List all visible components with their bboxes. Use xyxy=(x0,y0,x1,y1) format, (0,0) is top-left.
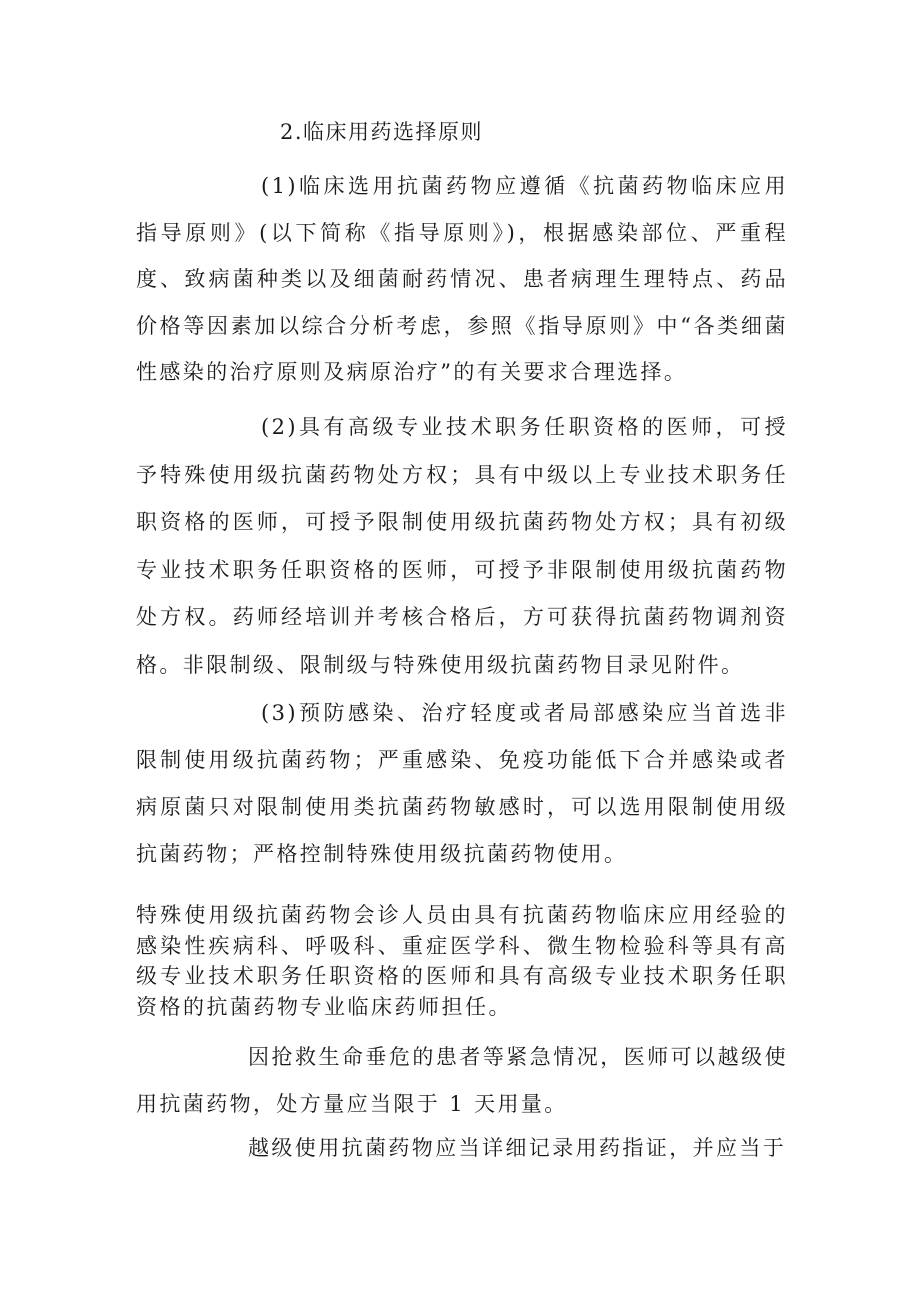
paragraph-consultation-staff: 特殊使用级抗菌药物会诊人员由具有抗菌药物临床应用经验的感染性疾病科、呼吸科、重症医学科、微生物检验科等具有高级专业技术职务任职资格的医师和具有高级专业技术职务任职资格的抗菌药物专业临床药师担任。 xyxy=(136,903,788,1019)
paragraph-override-record: 越级使用抗菌药物应当详细记录用药指证，并应当于 xyxy=(248,1136,787,1160)
paragraph-selection-guideline: (1)临床选用抗菌药物应遵循《抗菌药物临床应用指导原则》(以下简称《指导原则》)，根据感染部位、严重程度、致病菌种类以及细菌耐药情况、患者病理生理特点、药品价格等因素加以综合分析考虑，参照《指导原则》中“各类细菌性感染的治疗原则及病原治疗”的有关要求合理选择。 xyxy=(136,174,788,384)
paragraph-infection-prevention: (3)预防感染、治疗轻度或者局部感染应当首选非限制使用级抗菌药物；严重感染、免疫功能低下合并感染或者病原菌只对限制使用类抗菌药物敏感时，可以选用限制使用级抗菌药物；严格控制特殊使用级抗菌药物使用。 xyxy=(136,701,788,866)
paragraph-emergency-use: 因抢救生命垂危的患者等紧急情况，医师可以越级使用抗菌药物，处方量应当限于 1 天用量。 xyxy=(136,1045,788,1116)
section-heading: 2.临床用药选择原则 xyxy=(280,120,484,144)
paragraph-prescription-authority: (2)具有高级专业技术职务任职资格的医师，可授予特殊使用级抗菌药物处方权；具有中级以上专业技术职务任职资格的医师，可授予限制使用级抗菌药物处方权；具有初级专业技术职务任职资格的医师，可授予非限制使用级抗菌药物处方权。药师经培训并考核合格后，方可获得抗菌药物调剂资格。非限制级、限制级与特殊使用级抗菌药物目录见附件。 xyxy=(136,415,788,677)
